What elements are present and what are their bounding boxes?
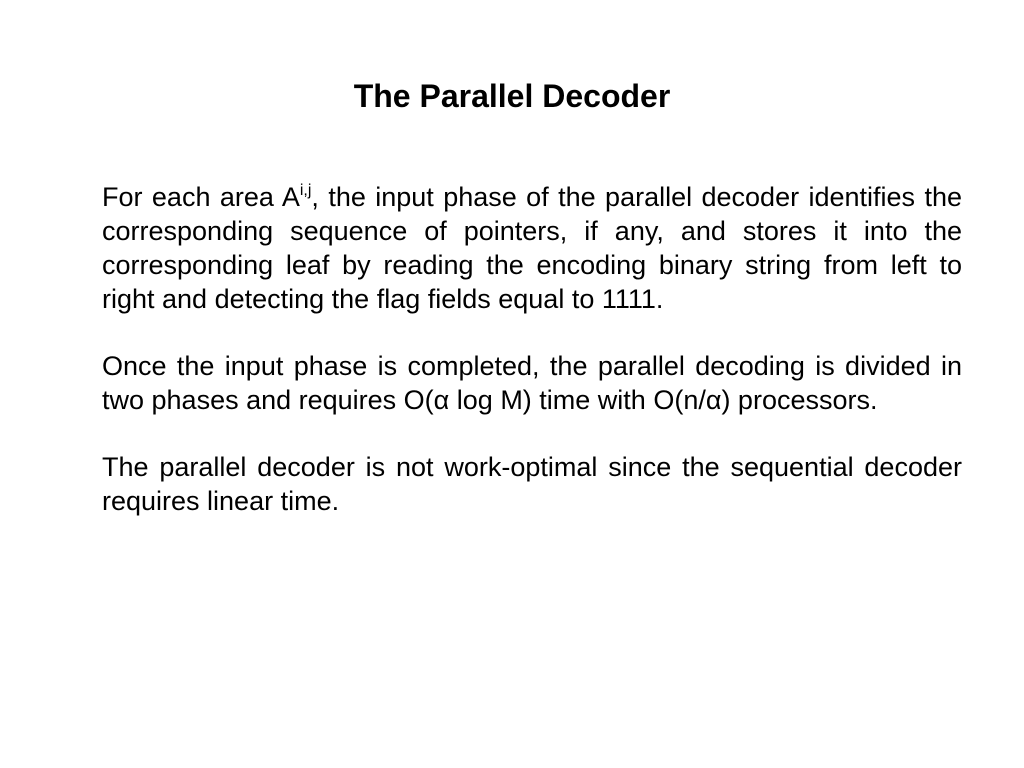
slide-body — [102, 180, 962, 551]
area-superscript: i,j — [299, 182, 312, 199]
paragraph-input-phase-text-end: , the input phase of the parallel decoder identifies the corresponding sequence of pointers, if any, and stores it into the corresponding leaf by reading the encoding binary string from left to right and detecting the flag fields equal to 1111. — [102, 182, 962, 314]
slide-title: The Parallel Decoder — [353, 78, 671, 114]
paragraph-work-optimal: The parallel decoder is not work-optimal since the sequential decoder requires linear time. — [102, 452, 962, 516]
paragraph-input-phase-text-start: For each area A — [102, 182, 300, 212]
paragraph-input-phase — [102, 180, 962, 316]
paragraph-decoding-phases: Once the input phase is completed, the parallel decoding is divided in two phases and requires O(α log M) time with O(n/α) processors. — [102, 351, 962, 415]
